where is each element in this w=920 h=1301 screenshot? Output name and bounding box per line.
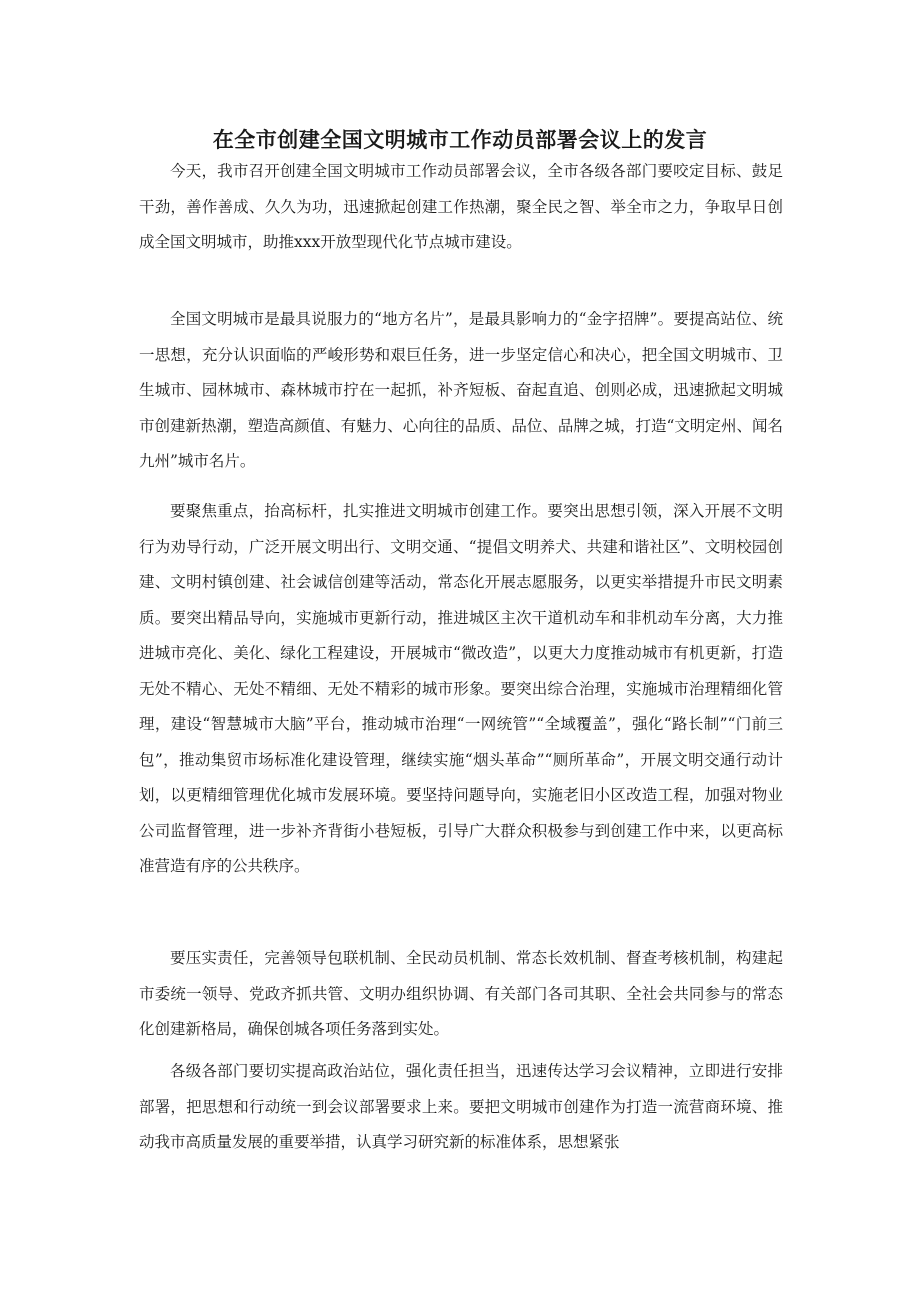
paragraph-2: 全国文明城市是最具说服力的“地方名片”，是最具影响力的“金字招牌”。要提高站位、统一思想，充分认识面临的严峻形势和艰巨任务，进一步坚定信心和决心，把全国文明城市、卫生城市、园林城市、森林城市拧在一起抓，补齐短板、奋起直追、创则必成，迅速掀起文明城市创建新热潮，塑造高颜值、有魅力、心向往的品质、品位、品牌之城，打造“文明定州、闻名九州”城市名片。 xyxy=(139,310,783,470)
paragraph-5: 各级各部门要切实提高政治站位，强化责任担当，迅速传达学习会议精神，立即进行安排部署，把思想和行动统一到会议部署要求上来。要把文明城市创建作为打造一流营商环境、推动我市高质量发展的重要举措，认真学习研究新的标准体系，思想紧张 xyxy=(139,1062,783,1151)
paragraph-4: 要压实责任，完善领导包联机制、全民动员机制、常态长效机制、督查考核机制，构建起市委统一领导、党政齐抓共管、文明办组织协调、有关部门各司其职、全社会共同参与的常态化创建新格局，确保创城各项任务落到实处。 xyxy=(139,949,783,1038)
paragraph-3: 要聚焦重点，抬高标杆，扎实推进文明城市创建工作。要突出思想引领，深入开展不文明行为劝导行动，广泛开展文明出行、文明交通、“提倡文明养犬、共建和谐社区”、文明校园创建、文明村镇创建、社会诚信创建等活动，常态化开展志愿服务，以更实举措提升市民文明素质。要突出精品导向，实施城市更新行动，推进城区主次干道机动车和非机动车分离，大力推进城市亮化、美化、绿化工程建设，开展城市“微改造”，以更大力度推动城市有机更新，打造无处不精心、无处不精细、无处不精彩的城市形象。要突出综合治理，实施城市治理精细化管理，建设“智慧城市大脑”平台，推动城市治理“一网统管”“全域覆盖”，强化“路长制”“门前三包”，推动集贸市场标准化建设管理，继续实施“烟头革命”“厕所革命”，开展文明交通行动计划，以更精细管理优化城市发展环境。要坚持问题导向，实施老旧小区改造工程，加强对物业公司监督管理，进一步补齐背街小巷短板，引导广大群众积极参与到创建工作中来，以更高标准营造有序的公共秩序。 xyxy=(139,502,783,875)
paragraph-1: 今天，我市召开创建全国文明城市工作动员部署会议，全市各级各部门要咬定目标、鼓足干劲，善作善成、久久为功，迅速掀起创建工作热潮，聚全民之智、举全市之力，争取早日创成全国文明城市，助推xxx开放型现代化节点城市建设。 xyxy=(139,162,783,251)
document-title: 在全市创建全国文明城市工作动员部署会议上的发言 xyxy=(212,128,708,152)
